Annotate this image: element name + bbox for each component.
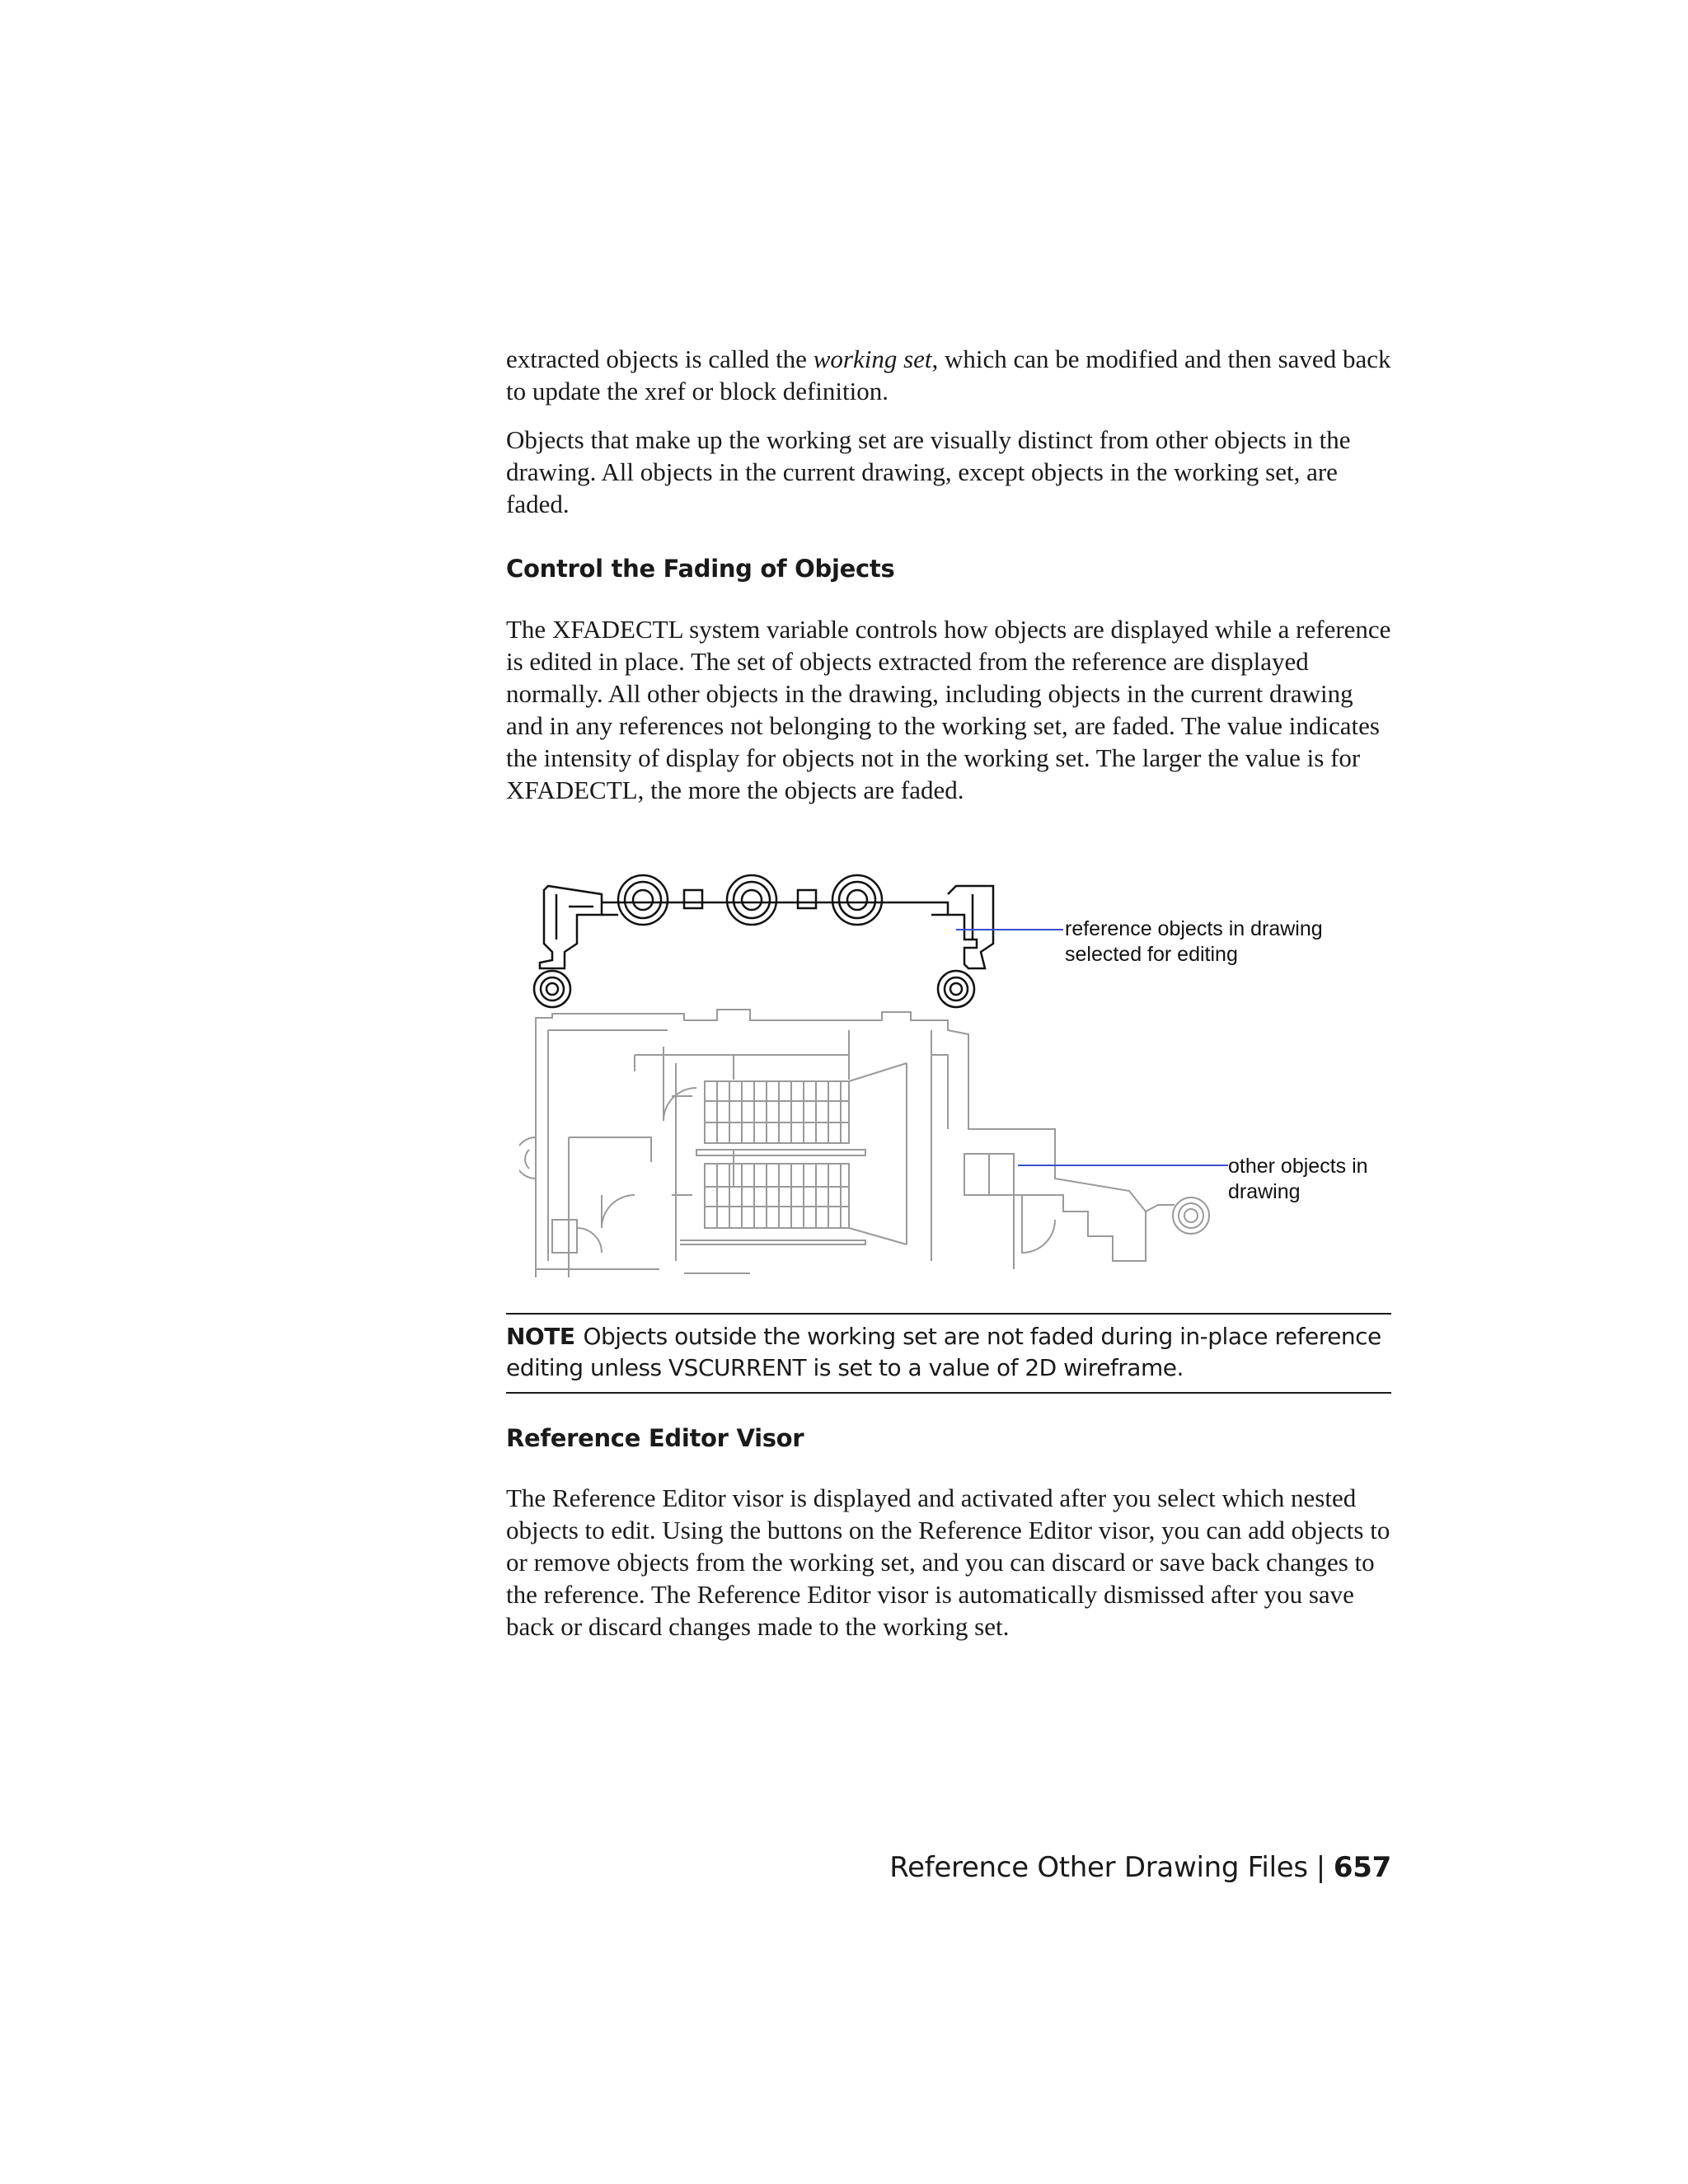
floor-plan-figure bbox=[519, 865, 1409, 1277]
note-box bbox=[506, 1313, 1391, 1394]
callout-top-line-1: reference objects in drawing bbox=[1065, 917, 1323, 940]
paragraph-editor-visor: The Reference Editor visor is displayed and activated after you select which nested objects to edit. Using the buttons on the Reference Editor visor, you can add objects to or remove objects from the working set, and you can discard or save back changes to the reference. The Reference Editor visor is automatically dismissed after you save back or discard changes made to the working set. bbox=[506, 1483, 1390, 1641]
note-text: Objects outside the working set are not faded during in-place reference editing unless VSCURRENT is set to a value of 2D wireframe. bbox=[506, 1323, 1381, 1381]
paragraph-visual-distinction: Objects that make up the working set are visually distinct from other objects in the drawing. All objects in the current drawing, except objects in the working set, are faded. bbox=[506, 425, 1351, 518]
page-footer bbox=[889, 1849, 1391, 1886]
heading-reference-editor-visor: Reference Editor Visor bbox=[506, 1424, 804, 1452]
callout-top-line-2: selected for editing bbox=[1065, 943, 1238, 966]
paragraph-xfadectl: The XFADECTL system variable controls how objects are displayed while a reference is edited in place. The set of objects extracted from the reference are displayed normally. All other objects in the drawing, including objects in the current drawing and in any references not belonging to the working set, are faded. The value indicates the intensity of display for objects not in the working set. The larger the value is for XFADECTL, the more the objects are faded. bbox=[506, 615, 1391, 804]
footer-separator: | bbox=[1315, 1851, 1325, 1884]
p1-text-start: extracted objects is called the bbox=[506, 344, 814, 373]
callout-other-objects bbox=[1228, 1154, 1368, 1205]
paragraph-working-set bbox=[506, 343, 1391, 407]
page-number: 657 bbox=[1333, 1851, 1391, 1884]
footer-section-title: Reference Other Drawing Files bbox=[889, 1851, 1308, 1884]
callout-reference-objects bbox=[1065, 916, 1323, 968]
faded-objects bbox=[519, 1010, 1209, 1277]
heading-control-fading: Control the Fading of Objects bbox=[506, 555, 895, 583]
p1-text-end: , which can be modified and then saved back to update the xref or block definition. bbox=[506, 344, 1391, 405]
note-label: NOTE bbox=[506, 1323, 575, 1350]
callout-bottom-line-1: other objects in bbox=[1228, 1155, 1368, 1178]
working-set-term: working set bbox=[813, 344, 932, 373]
reference-objects bbox=[534, 875, 993, 1007]
callout-bottom-line-2: drawing bbox=[1228, 1180, 1301, 1203]
